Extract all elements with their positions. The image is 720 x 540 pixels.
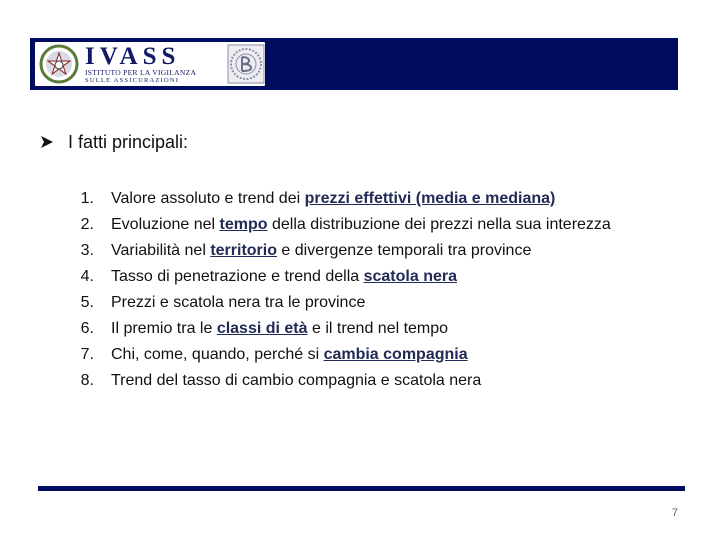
list-item xyxy=(0,316,720,342)
emphasized-text: classi di età xyxy=(216,320,308,337)
emphasized-text: scatola nera xyxy=(363,268,457,285)
list-item-text xyxy=(111,238,531,264)
footer-divider xyxy=(38,486,685,491)
list-item-number: 6. xyxy=(80,320,94,337)
list-item xyxy=(0,368,720,394)
text-segment: Tasso di penetrazione e trend della xyxy=(111,268,364,285)
emphasized-text: prezzi effettivi (media e mediana) xyxy=(304,190,556,207)
list-item-text xyxy=(111,368,481,394)
list-item-text xyxy=(111,264,457,290)
logo-name: IVASS xyxy=(85,43,181,70)
ivass-logo xyxy=(35,42,265,86)
text-segment: Valore assoluto e trend dei xyxy=(111,190,305,207)
list-item xyxy=(0,290,720,316)
header-bar xyxy=(30,38,678,90)
text-segment: Il premio tra le xyxy=(111,320,217,337)
list-item-number: 8. xyxy=(80,372,94,389)
list-item-number: 5. xyxy=(80,294,94,311)
list-item-number: 3. xyxy=(80,242,94,259)
text-segment: Prezzi e scatola nera tra le province xyxy=(111,294,366,311)
emphasized-text: territorio xyxy=(210,242,277,259)
text-segment: e divergenze temporali tra province xyxy=(276,242,532,259)
section-title-text: I fatti principali: xyxy=(68,132,189,152)
list-item-text xyxy=(111,212,611,238)
list-item-number: 7. xyxy=(80,346,94,363)
logo-subtitle-line2: SULLE ASSICURAZIONI xyxy=(85,77,180,84)
text-segment: Variabilità nel xyxy=(111,242,211,259)
list-item xyxy=(0,342,720,368)
emphasized-text: tempo xyxy=(219,216,268,233)
list-item-text xyxy=(111,342,468,368)
list-item-text xyxy=(111,316,448,342)
list-item-text xyxy=(111,186,555,212)
list-item xyxy=(0,264,720,290)
list-item-text xyxy=(111,290,365,316)
list-item xyxy=(0,212,720,238)
italian-republic-emblem-icon xyxy=(38,44,80,84)
topic-list xyxy=(0,186,720,394)
section-title xyxy=(40,131,188,153)
list-item xyxy=(0,186,720,212)
text-segment: Chi, come, quando, perché si xyxy=(111,346,324,363)
emphasized-text: cambia compagnia xyxy=(323,346,468,363)
list-item-number: 1. xyxy=(80,190,94,207)
logo-subtitle-line1: ISTITUTO PER LA VIGILANZA xyxy=(85,68,197,77)
ivass-seal-icon xyxy=(227,44,265,84)
text-segment: della distribuzione dei prezzi nella sua interezza xyxy=(267,216,611,233)
list-item-number: 4. xyxy=(80,268,94,285)
text-segment: Trend del tasso di cambio compagnia e scatola nera xyxy=(111,372,482,389)
text-segment: Evoluzione nel xyxy=(111,216,220,233)
page-number: 7 xyxy=(671,507,678,519)
list-item xyxy=(0,238,720,264)
arrow-bullet-icon xyxy=(40,135,54,149)
list-item-number: 2. xyxy=(80,216,94,233)
text-segment: e il trend nel tempo xyxy=(307,320,449,337)
